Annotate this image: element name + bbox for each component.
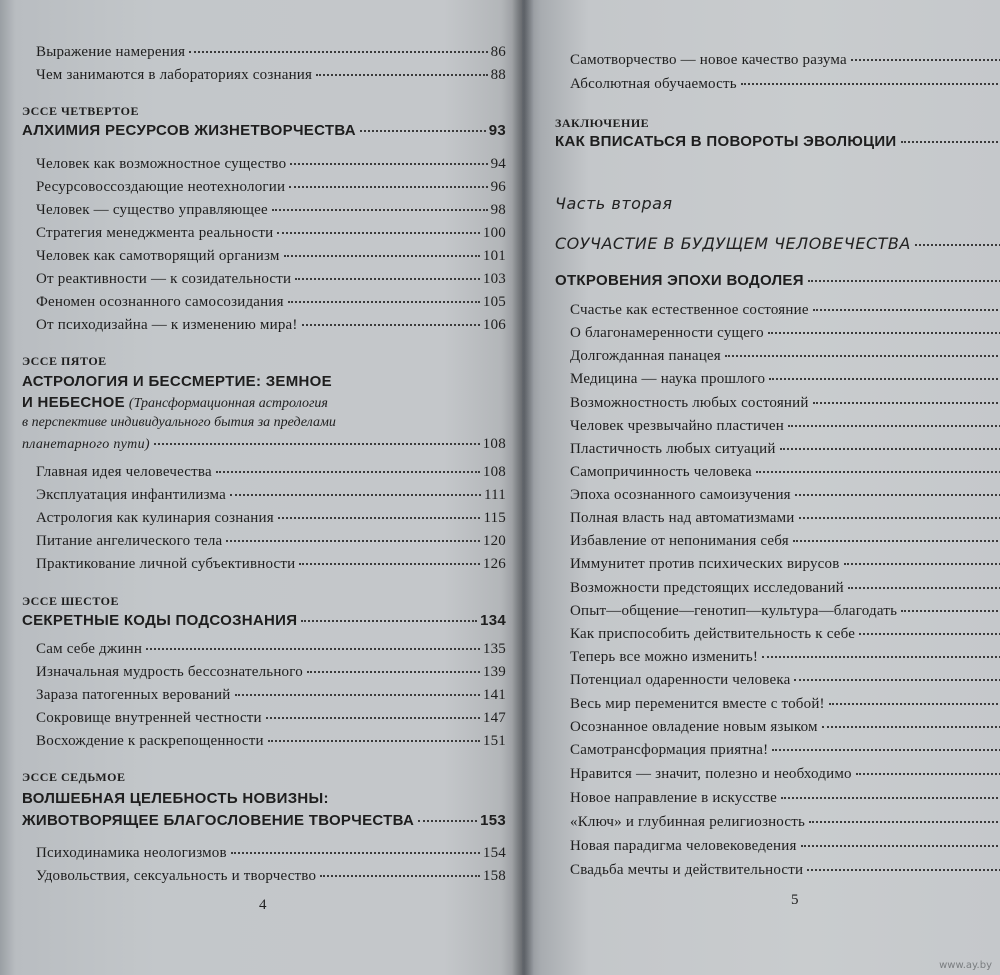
essay-label: ЭССЕ ШЕСТОЕ (22, 594, 120, 608)
entry-title: Удовольствия, сексуальность и творчество (36, 868, 317, 884)
dot-leader (290, 163, 487, 165)
entry-title: Возможности предстоящих исследований (570, 580, 844, 596)
toc-entry (570, 441, 1000, 458)
toc-entry (570, 395, 1000, 412)
dot-leader (915, 244, 1000, 246)
dot-leader (795, 494, 1000, 496)
entry-title: Потенциал одаренности человека (570, 672, 791, 688)
entry-page: 105 (482, 294, 506, 310)
dot-leader (360, 130, 486, 132)
entry-title: Зараза патогенных верований (36, 687, 231, 703)
essay-heading-last-line (22, 812, 506, 829)
dot-leader (762, 656, 1000, 658)
toc-entry (570, 52, 1000, 69)
entry-title: Астрология как кулинария сознания (36, 510, 274, 526)
entry-title: Сам себе джинн (36, 641, 143, 657)
entry-title: Феномен осознанного самосозидания (36, 294, 284, 310)
entry-title: О благонамеренности сущего (570, 325, 764, 341)
dot-leader (901, 141, 1000, 143)
heading-line: ВОЛШЕБНАЯ ЦЕЛЕБНОСТЬ НОВИЗНЫ: (22, 790, 329, 807)
entry-title: Абсолютная обучаемость (570, 76, 737, 92)
entry-title: Восхождение к раскрепощенности (36, 733, 264, 749)
entry-page: 100 (482, 225, 506, 241)
dot-leader (725, 355, 1000, 357)
entry-title: Сокровище внутренней честности (36, 710, 262, 726)
dot-leader (288, 301, 480, 303)
entry-title: Стратегия менеджмента реальности (36, 225, 274, 241)
dot-leader (418, 820, 477, 822)
section-heading (555, 272, 1000, 289)
entry-page: 154 (482, 845, 506, 861)
toc-entry (570, 742, 1000, 759)
entry-title: От реактивности — к созидательности (36, 271, 292, 287)
toc-entry (36, 225, 506, 242)
dot-leader (901, 610, 1000, 612)
dot-leader (780, 448, 1000, 450)
dot-leader (302, 324, 480, 326)
dot-leader (284, 255, 480, 257)
dot-leader (768, 332, 1000, 334)
entry-title: Эксплуатация инфантилизма (36, 487, 226, 503)
dot-leader (794, 679, 1000, 681)
page-number: 5 (791, 892, 799, 908)
entry-title: Медицина — наука прошлого (570, 371, 766, 387)
toc-entry (570, 580, 1000, 597)
entry-title: Счастье как естественное состояние (570, 302, 809, 318)
dot-leader (844, 563, 1000, 565)
entry-page: 108 (482, 464, 506, 480)
heading-subtitle: (Трансформационная астрология (128, 396, 328, 411)
dot-leader (272, 209, 488, 211)
toc-entry (570, 510, 1000, 527)
toc-entry (36, 179, 506, 196)
toc-entry (570, 696, 1000, 713)
dot-leader (230, 494, 481, 496)
dot-leader (235, 694, 480, 696)
entry-page: 86 (490, 44, 506, 60)
entry-page: 101 (482, 248, 506, 264)
entry-page: 135 (482, 641, 506, 657)
dot-leader (799, 517, 1000, 519)
dot-leader (813, 402, 1000, 404)
entry-title: Человек чрезвычайно пластичен (570, 418, 784, 434)
toc-entry (36, 317, 506, 334)
dot-leader (299, 563, 480, 565)
entry-title: Как приспособить действительность к себе (570, 626, 856, 642)
entry-title: Практикование личной субъективности (36, 556, 296, 572)
toc-entry (570, 672, 1000, 689)
dot-leader (146, 648, 480, 650)
heading-subtitle: планетарного пути) (22, 437, 150, 452)
dot-leader (216, 471, 480, 473)
heading-page: 93 (488, 122, 506, 139)
dot-leader (316, 74, 487, 76)
right-page (522, 0, 1000, 975)
toc-entry (36, 271, 506, 288)
heading-title: СОУЧАСТИЕ В БУДУЩЕМ ЧЕЛОВЕЧЕСТВА (555, 234, 911, 253)
toc-entry (570, 649, 1000, 666)
dot-leader (772, 749, 1000, 751)
essay-heading-last-line (22, 436, 506, 453)
heading-title: КАК ВПИСАТЬСЯ В ПОВОРОТЫ ЭВОЛЮЦИИ (555, 133, 897, 150)
dot-leader (793, 540, 1000, 542)
dot-leader (809, 821, 1000, 823)
dot-leader (848, 587, 1000, 589)
entry-title: Теперь все можно изменить! (570, 649, 759, 665)
entry-page: 94 (490, 156, 506, 172)
entry-title: Новая парадигма человековедения (570, 838, 797, 854)
heading-title: АЛХИМИЯ РЕСУРСОВ ЖИЗНЕТВОРЧЕСТВА (22, 122, 356, 139)
dot-leader (320, 875, 480, 877)
heading-title: ЖИВОТВОРЯЩЕЕ БЛАГОСЛОВЕНИЕ ТВОРЧЕСТВА (22, 812, 415, 829)
dot-leader (769, 378, 1000, 380)
part-heading (555, 234, 1000, 253)
toc-entry (36, 464, 506, 481)
dot-leader (268, 740, 480, 742)
entry-page: 151 (482, 733, 506, 749)
dot-leader (822, 726, 1000, 728)
toc-entry (570, 371, 1000, 388)
entry-page: 96 (490, 179, 506, 195)
toc-entry (570, 76, 1000, 93)
toc-entry (570, 556, 1000, 573)
toc-entry (570, 626, 1000, 643)
entry-title: Выражение намерения (36, 44, 186, 60)
dot-leader (808, 280, 1000, 282)
entry-page: 126 (482, 556, 506, 572)
entry-title: Человек как возможностное существо (36, 156, 287, 172)
dot-leader (278, 517, 481, 519)
heading-line: И НЕБЕСНОЕ (22, 394, 125, 411)
dot-leader (756, 471, 1000, 473)
heading-page: 153 (480, 812, 506, 829)
dot-leader (741, 83, 1000, 85)
entry-title: Избавление от непонимания себя (570, 533, 789, 549)
entry-title: Самотворчество — новое качество разума (570, 52, 847, 68)
entry-page: 111 (484, 487, 506, 503)
dot-leader (781, 797, 1000, 799)
entry-title: Изначальная мудрость бессознательного (36, 664, 303, 680)
entry-title: Опыт—общение—генотип—культура—благодать (570, 603, 898, 619)
toc-entry (570, 838, 1000, 855)
toc-entry (570, 418, 1000, 435)
watermark: www.ay.by (939, 960, 992, 971)
toc-entry (570, 302, 1000, 319)
toc-entry (36, 202, 506, 219)
toc-entry (36, 845, 506, 862)
page-number: 4 (259, 897, 267, 913)
entry-title: Иммунитет против психических вирусов (570, 556, 840, 572)
entry-page: 147 (482, 710, 506, 726)
entry-title: Человек как самотворящий организм (36, 248, 280, 264)
entry-title: Полная власть над автоматизмами (570, 510, 795, 526)
toc-entry (570, 325, 1000, 342)
entry-page: 106 (482, 317, 506, 333)
dot-leader (859, 633, 1000, 635)
part-label: Часть вторая (555, 194, 673, 213)
entry-page: 98 (490, 202, 506, 218)
toc-entry (570, 464, 1000, 481)
toc-entry (570, 766, 1000, 783)
toc-entry (36, 533, 506, 550)
dot-leader (189, 51, 487, 53)
entry-title: Долгожданная панацея (570, 348, 721, 364)
toc-entry (36, 248, 506, 265)
toc-entry (36, 487, 506, 504)
essay-heading (22, 122, 506, 139)
toc-entry (570, 719, 1000, 736)
entry-title: Эпоха осознанного самоизучения (570, 487, 791, 503)
toc-entry (36, 294, 506, 311)
entry-page: 115 (483, 510, 506, 526)
entry-title: Человек — существо управляющее (36, 202, 268, 218)
toc-entry (570, 487, 1000, 504)
dot-leader (307, 671, 480, 673)
essay-label: ЭССЕ СЕДЬМОЕ (22, 770, 126, 784)
entry-title: Ресурсовоссоздающие неотехнологии (36, 179, 286, 195)
dot-leader (231, 852, 480, 854)
toc-entry (570, 862, 1000, 879)
dot-leader (829, 703, 1000, 705)
entry-title: Нравится — значит, полезно и необходимо (570, 766, 852, 782)
heading-subtitle: в перспективе индивидуального бытия за пределами (22, 415, 336, 430)
heading-title: СЕКРЕТНЫЕ КОДЫ ПОДСОЗНАНИЯ (22, 612, 298, 629)
toc-entry (36, 510, 506, 527)
entry-title: Самопричинность человека (570, 464, 752, 480)
entry-title: Пластичность любых ситуаций (570, 441, 776, 457)
entry-title: Питание ангелического тела (36, 533, 223, 549)
dot-leader (807, 869, 1000, 871)
entry-title: Психодинамика неологизмов (36, 845, 227, 861)
dot-leader (266, 717, 480, 719)
toc-entry (36, 641, 506, 658)
entry-title: Осознанное овладение новым языком (570, 719, 818, 735)
heading-title: ОТКРОВЕНИЯ ЭПОХИ ВОДОЛЕЯ (555, 272, 804, 289)
book-gutter (512, 0, 534, 975)
toc-entry (570, 814, 1000, 831)
entry-page: 120 (482, 533, 506, 549)
toc-entry (36, 67, 506, 84)
entry-title: Новое направление в искусстве (570, 790, 777, 806)
toc-entry (36, 710, 506, 727)
dot-leader (813, 309, 1000, 311)
toc-entry (36, 664, 506, 681)
dot-leader (277, 232, 480, 234)
dot-leader (851, 59, 1000, 61)
entry-page: 103 (482, 271, 506, 287)
dot-leader (856, 773, 1000, 775)
entry-page: 158 (482, 868, 506, 884)
toc-entry (570, 603, 1000, 620)
entry-page: 139 (482, 664, 506, 680)
toc-entry (36, 868, 506, 885)
toc-entry (36, 44, 506, 61)
toc-entry (36, 156, 506, 173)
entry-title: Чем занимаются в лабораториях сознания (36, 67, 313, 83)
toc-entry (36, 733, 506, 750)
dot-leader (295, 278, 480, 280)
entry-title: От психодизайна — к изменению мира! (36, 317, 298, 333)
entry-title: Главная идея человечества (36, 464, 212, 480)
dot-leader (301, 620, 477, 622)
entry-page: 88 (490, 67, 506, 83)
toc-entry (570, 348, 1000, 365)
toc-entry (36, 687, 506, 704)
section-label: ЗАКЛЮЧЕНИЕ (555, 116, 650, 130)
toc-entry (570, 790, 1000, 807)
essay-label: ЭССЕ ЧЕТВЕРТОЕ (22, 104, 139, 118)
entry-page: 141 (482, 687, 506, 703)
heading-page: 108 (482, 436, 506, 452)
entry-title: Возможностность любых состояний (570, 395, 809, 411)
dot-leader (788, 425, 1000, 427)
heading-page: 134 (480, 612, 506, 629)
dot-leader (226, 540, 480, 542)
entry-title: «Ключ» и глубинная религиозность (570, 814, 806, 830)
essay-label: ЭССЕ ПЯТОЕ (22, 354, 107, 368)
dot-leader (801, 845, 1000, 847)
section-heading (555, 133, 1000, 150)
toc-entry (570, 533, 1000, 550)
heading-line: АСТРОЛОГИЯ И БЕССМЕРТИЕ: ЗЕМНОЕ (22, 373, 332, 390)
entry-title: Самотрансформация приятна! (570, 742, 769, 758)
entry-title: Свадьба мечты и действительности (570, 862, 804, 878)
entry-title: Весь мир переменится вместе с тобой! (570, 696, 825, 712)
dot-leader (289, 186, 487, 188)
toc-entry (36, 556, 506, 573)
essay-heading (22, 612, 506, 629)
dot-leader (154, 443, 480, 445)
